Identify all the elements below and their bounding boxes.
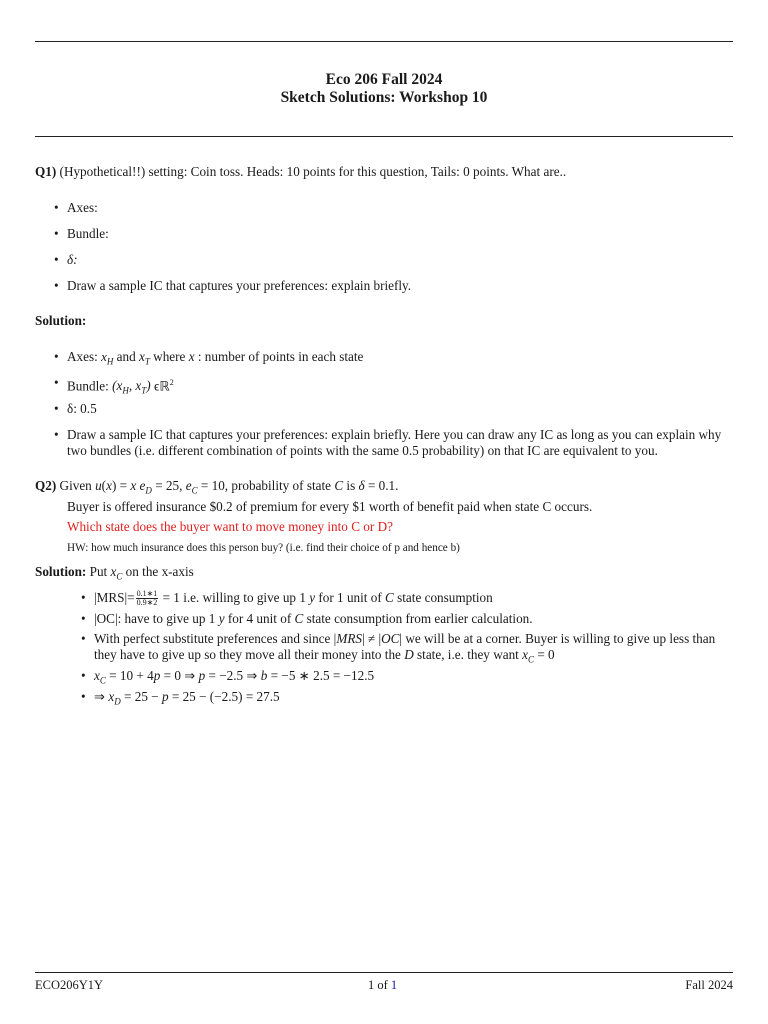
q1-solution-ic: • Draw a sample IC that captures your preferences: explain briefly. Here you can draw any IC as long as you can explain why two bundles (i.e. different combination of points with the same 0.5 probability) on that IC are equivalent to you. [54,427,722,458]
q2-label: Q2) [35,478,57,493]
q2-bullet-calc-2: • ⇒ $x_D = 25 - p = 25 - (-2.5) = 27.5$ [81,689,280,707]
q2-bullet-calc-1: • $x_C = 10 + 4p = 0$ ⇒ p = −2.5 ⇒ b = −5 ∗ 2.5 = −12.5 [81,668,375,686]
q2-question-red: Which state does the buyer want to move money into C or D? [67,519,393,534]
title-line-2: Sketch Solutions: Workshop 10 [280,89,488,106]
q1-solution-label: Solution: [35,313,87,328]
q1-label: Q1) [35,164,57,179]
q1-item-axes: • Axes: [54,200,98,215]
q1-prompt [35,164,735,180]
q2-bullet-perfect-sub: • With perfect substitute preferences and since |MRS| ≠ |OC| we will be at a corner. Buyer is willing to give up less than they have to give up so they move all their money into the D state, i.e. they want $x_C = 0$ [81,631,716,665]
footer-rule [35,972,733,973]
q2-solution-intro: Solution: Put $x_C$ on the x-axis [35,564,194,582]
q1-item-ic: • Draw a sample IC that captures your preferences: explain briefly. [54,278,412,293]
q2-homework: HW: how much insurance does this person buy? (i.e. find their choice of p and hence b) [67,542,460,554]
q2-bullet-oc: • |OC|: have to give up 1 y for 4 unit of C state consumption from earlier calculation. [81,611,533,626]
footer-course-code: ECO206Y1Y [35,978,104,992]
header-bottom-rule [35,136,733,137]
title-line-1: Eco 206 Fall 2024 [325,71,443,88]
q1-item-bundle: • Bundle: [54,226,109,241]
q2-line-1: Q2) Given u(x) = x $e_D = 25$, $e_C = 10$, probability of state C is δ = 0.1. [35,478,399,496]
q1-solution-delta: • δ: 0.5 [54,401,97,416]
q1-item-delta: • δ: [54,252,78,267]
page-total-link[interactable]: 1 [390,978,398,992]
q1-text: (Hypothetical!!) setting: Coin toss. Heads: 10 points for this question, Tails: 0 points. What are.. [59,164,567,179]
footer-term: Fall 2024 [685,978,733,992]
footer-page-number: 1 of 1 [368,978,398,992]
q2-bullet-mrs: • |MRS|= $\frac{0.1∗1}{0.9∗2}$ = 1 i.e. willing to give up 1 y for 1 unit of C state consumption [81,589,493,608]
q2-line-2: Buyer is offered insurance $0.2 of premium for every $1 worth of benefit paid when state C occurs. [67,499,593,514]
top-rule [35,41,733,42]
q1-solution-axes: • Axes: $x_H$ and $x_T$ where x : number of points in each state [54,349,364,367]
page-title [35,71,733,107]
q2-solution-label: Solution: [35,564,87,579]
q1-solution-bundle: • Bundle: ($x_H$, $x_T$) ϵℝ$^2$ [54,375,174,397]
